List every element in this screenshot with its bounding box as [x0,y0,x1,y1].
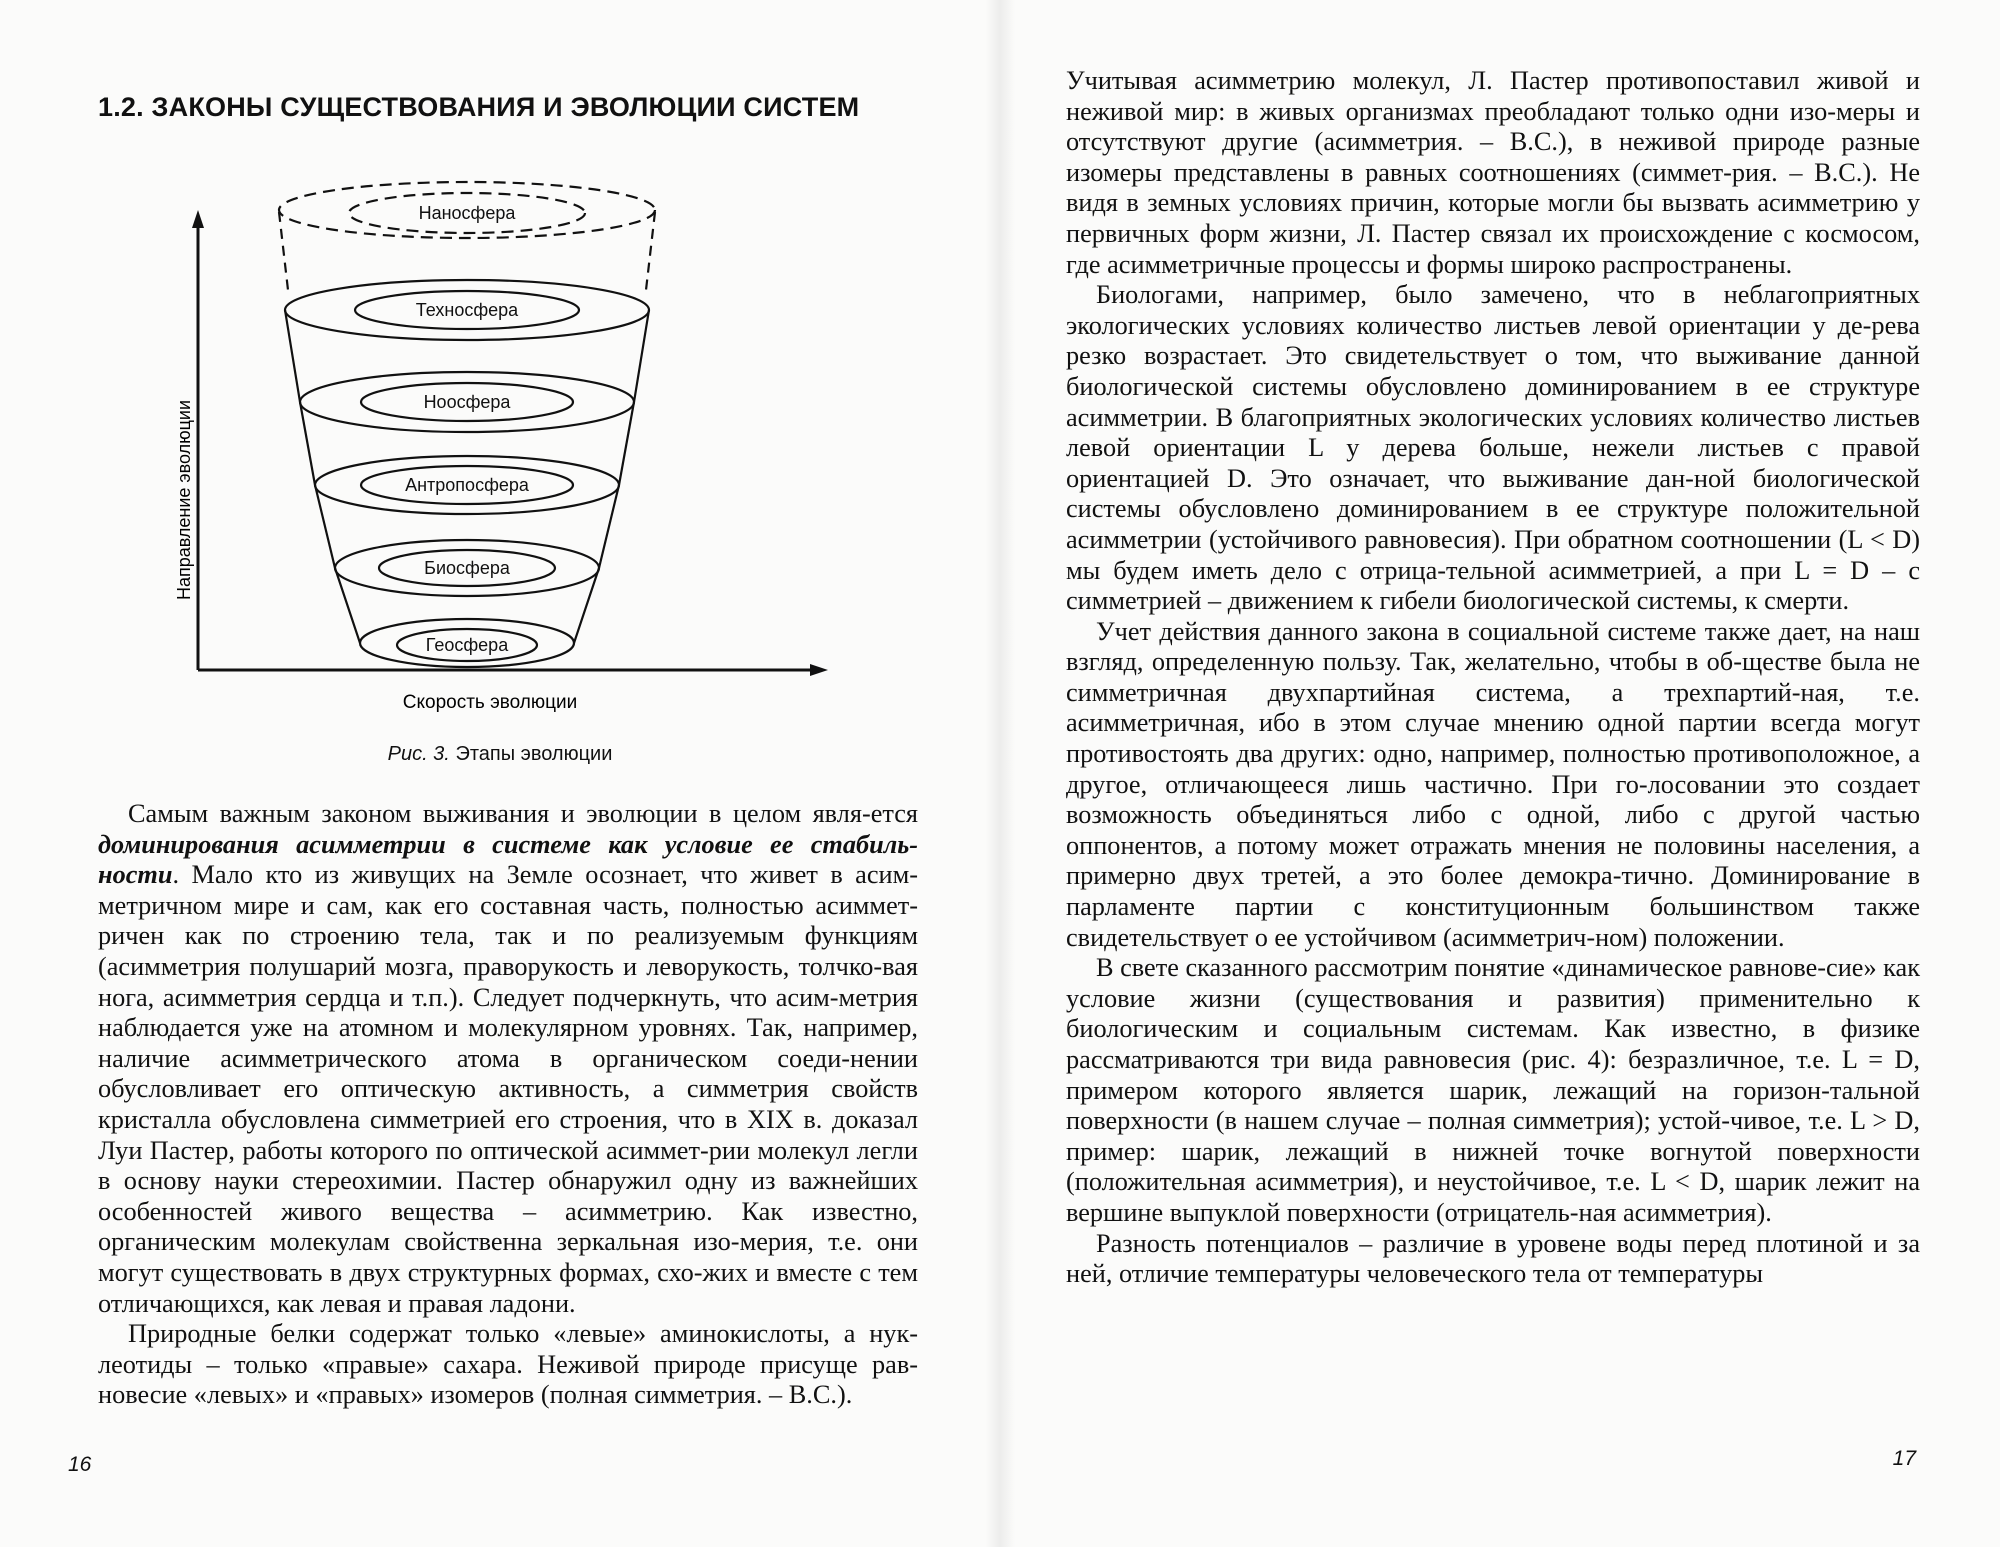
paragraph: Разность потенциалов – различие в уровене воды перед плотиной и за ней, отличие температуры человеческого тела от температуры [1066,1228,1920,1289]
section-title: 1.2. ЗАКОНЫ СУЩЕСТВОВАНИЯ И ЭВОЛЮЦИИ СИСТЕМ [98,92,860,122]
evolution-diagram [150,170,840,730]
figure-caption-text: Этапы эволюции [455,743,613,765]
sphere-label-anthroposphere: Антропосфера [405,475,529,495]
right-body-text [1066,66,1920,1290]
paragraph: Природные белки содержат только «левые» аминокислоты, а нук-леотиды – только «правые» сахара. Неживой природе присуще рав-новесие «левых» и «правых» изомеров (полная симметрия. – В.С.). [98,1319,918,1410]
page-number-right: 17 [1892,1447,1916,1470]
paragraph-text: . Мало кто из живущих на Земле осознает, что живет в асим-метричном мире и сам, как его составная часть, полностью асиммет-ричен как по строению тела, так и по реализуемым функциям (асимметрия полушарий мозга, праворукость и леворукость, толчко-вая нога, асимметрия сердца и т.п.). Следует подчеркнуть, что асим-метрия наблюдается уже на атомном и молекулярном уровнях. Так, например, наличие асимметрического атома в органическом соеди-нении обусловливает его оптическую активность, а симметрия свойств кристалла обусловлена симметрией его строения, что в XIX в. доказал Луи Пастер, работы которого по оптической асиммет-рии молекул легли в основу науки стереохимии. Пастер обнаружил одну из важнейших особенностей живого вещества – асимметрию. Как известно, органическим молекулам свойственна зеркальная изо-мерия, т.е. они могут существовать в двух структурных формах, схо-жих и вместе с тем отличающихся, как левая и правая ладони. [98,860,918,1318]
paragraph: В свете сказанного рассмотрим понятие «динамическое равнове-сие» как условие жизни (существования и развития) применительно к биологическим и социальным системам. Как известно, в физике рассматриваются три вида равновесия (рис. 4): безразличное, т.е. L = D, примером которого является шарик, лежащий на горизон-тальной поверхности (в нашем случае – полная симметрия); устой-чивое, т.е. L > D, пример: шарик, лежащий в нижней точке вогнутой поверхности (положительная асимметрия), и неустойчивое, т.е. L < D, шарик лежит на вершине выпуклой поверхности (отрицатель-ная асимметрия). [1066,953,1920,1227]
sphere-label-noosphere: Ноосфера [423,392,511,412]
figure-caption-number: Рис. 3. [387,743,450,765]
sphere-label-geosphere: Геосфера [425,635,509,655]
paragraph-text: Самым важным законом выживания и эволюции в целом явля-ется [128,799,918,828]
x-axis-label: Скорость эволюции [402,692,578,713]
right-page [1000,0,2000,1547]
figure-caption [0,743,1000,766]
sphere-label-technosphere: Техносфера [415,300,519,320]
paragraph: Учет действия данного закона в социальной системе также дает, на наш взгляд, определенную пользу. Так, желательно, чтобы в об-ществе была не симметричная двухпартийная система, а трехпартий-ная, т.е. асимметричная, ибо в этом случае мнению одной партии всегда могут противостоять два других: одно, например, полностью противоположное, а другое, отличающееся лишь частично. При го-лосовании это создает возможность объединяться либо с одной, либо с другой частью оппонентов, а потому может отражать мнения не половины населения, а примерно двух третей, а это более демокра-тично. Доминирование в парламенте партии с конституционным большинством также свидетельствует о ее устойчивом (асимметрич-ном) положении. [1066,616,1920,952]
funnel-dashed-left [279,212,288,290]
paragraph: Учитывая асимметрию молекул, Л. Пастер противопоставил живой и неживой мир: в живых организмах преобладают только одни изо-меры и отсутствуют другие (асимметрия. – В.С.), в неживой природе разные изомеры представлены в равных соотношениях (симмет-рия. – В.С.). Не видя в земных условиях причин, которые могли бы вызвать асимметрию у первичных форм жизни, Л. Пастер связал их происхождение с космосом, где асимметричные процессы и формы широко распространены. [1066,66,1920,279]
funnel-side-right-1 [634,310,649,402]
sphere-label-biosphere: Биосфера [424,558,510,578]
funnel-dashed-right [646,212,655,290]
sphere-label-nanosphere: Наносфера [418,203,516,223]
page-number-left: 16 [68,1453,92,1476]
y-axis-label: Направление эволюции [174,399,194,601]
paragraph: Биологами, например, было замечено, что в неблагоприятных экологических условиях количество листьев левой ориентации у де-рева резко возрастает. Это свидетельствует о том, что выживание данной биологической системы обусловлено доминированием в ее структуре асимметрии. В благоприятных экологических условиях количество листьев левой ориентации L у дерева больше, нежели листьев с правой ориентацией D. Это означает, что выживание дан-ной биологической системы обусловлено доминированием в ее структуре положительной асимметрии (устойчивого равновесия). При обратном соотношении (L < D) мы будем иметь дело с отрица-тельной асимметрией, а при L = D – с симметрией – движением к гибели биологической системы, к смерти. [1066,280,1920,616]
evolution-stages-figure [150,170,840,730]
funnel-side-left-1 [285,310,300,402]
x-axis-arrow-icon [810,664,828,676]
emphasized-law: доминирования асимметрии в системе как условие ее стабиль-ности [98,829,918,890]
y-axis-arrow-icon [192,210,204,228]
paragraph [98,799,918,1319]
left-body-text [98,799,918,1411]
